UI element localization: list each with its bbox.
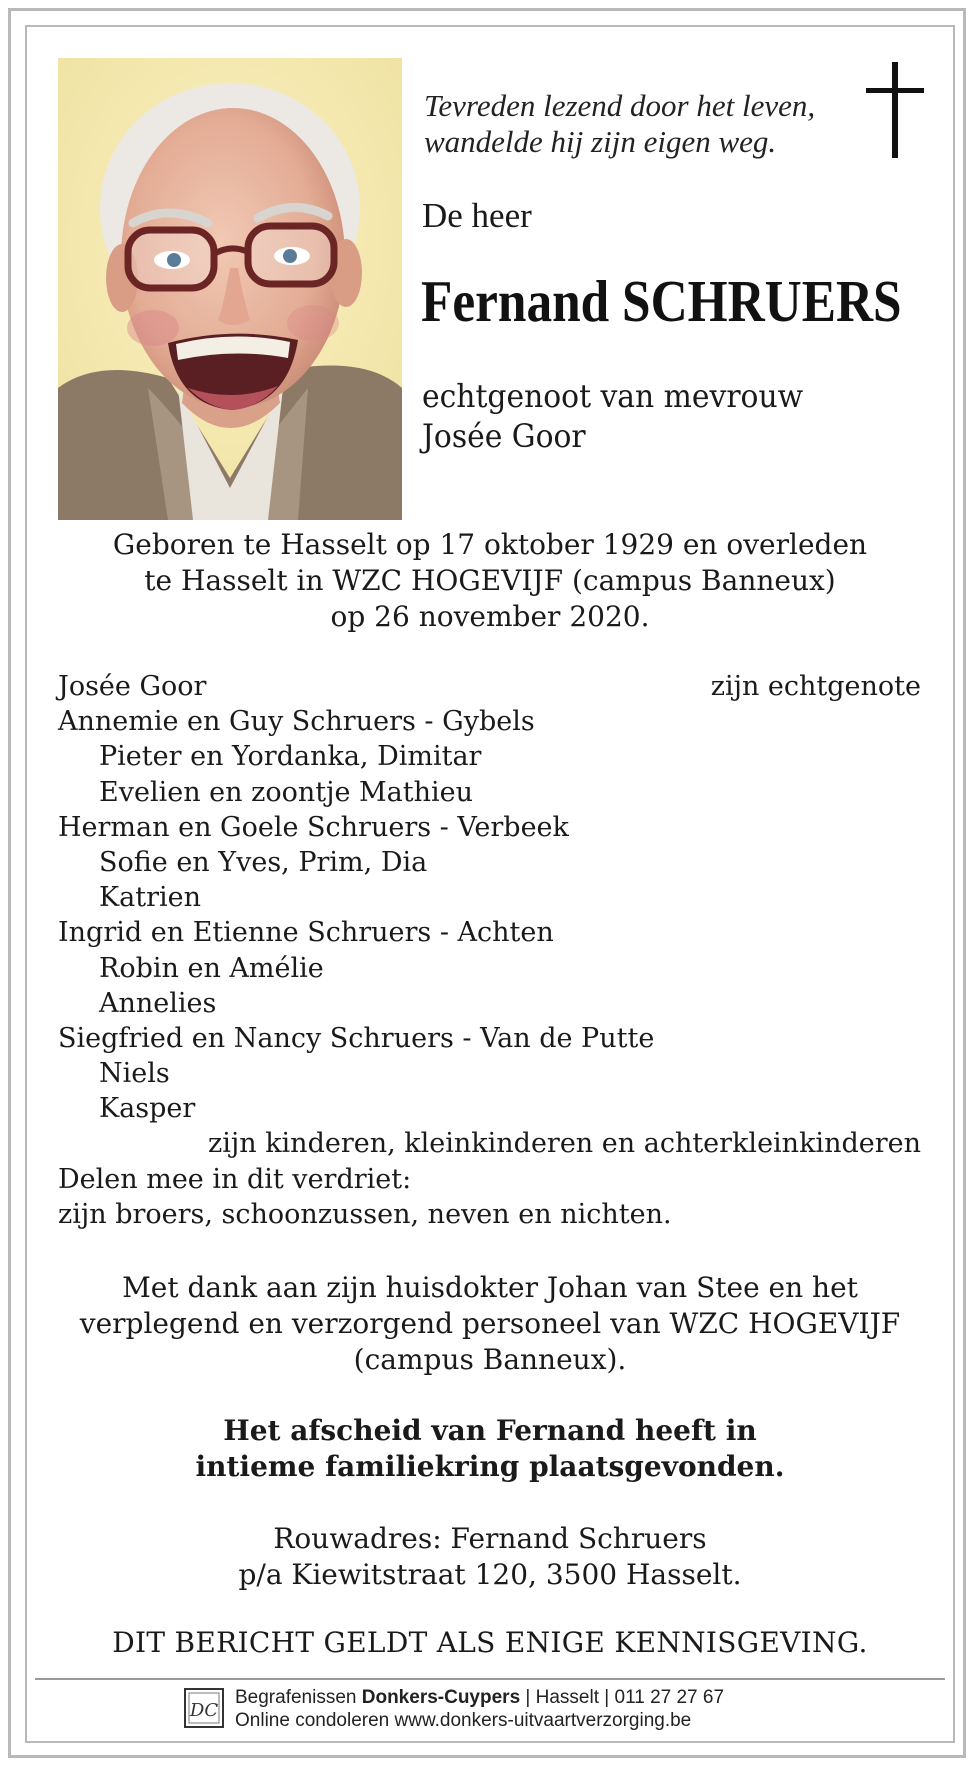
farewell-message xyxy=(60,1413,920,1485)
funeral-home-logo-icon xyxy=(184,1688,224,1732)
family-line: Pieter en Yordanka, Dimitar xyxy=(99,741,482,773)
share-intro: Delen mee in dit verdriet: xyxy=(58,1163,412,1195)
family-spouse-row xyxy=(58,669,923,704)
footer-condolence-label: Online condoleren xyxy=(235,1710,390,1731)
children-summary: zijn kinderen, kleinkinderen en achterkleinkinderen xyxy=(207,1128,921,1160)
logo-letters: DC xyxy=(189,1700,219,1721)
portrait-photo xyxy=(58,58,402,520)
birth-line: Geboren te Hasselt op 17 oktober 1929 en overleden xyxy=(112,528,868,561)
family-line: Robin en Amélie xyxy=(99,952,324,984)
family-line: Herman en Goele Schruers - Verbeek xyxy=(58,811,569,843)
family-line: Annemie en Guy Schruers - Gybels xyxy=(58,706,535,738)
thanks-message xyxy=(60,1270,920,1378)
family-line: Siegfried en Nancy Schruers - Van de Putte xyxy=(58,1022,655,1054)
farewell-line: intieme familiekring plaatsgevonden. xyxy=(195,1450,785,1483)
footer-prefix: Begrafenissen xyxy=(235,1687,357,1708)
footer-city: | Hasselt | xyxy=(525,1687,610,1708)
address-line: Rouwadres: Fernand Schruers xyxy=(273,1522,707,1555)
family-list xyxy=(58,669,923,1232)
deceased-name: Fernand SCHRUERS xyxy=(421,268,902,334)
family-spouse-name: Josée Goor xyxy=(58,671,207,702)
family-line: Niels xyxy=(99,1058,170,1090)
thanks-line: verplegend en verzorgend personeel van WZC HOGEVIJF xyxy=(79,1307,901,1340)
spouse-name: Josée Goor xyxy=(422,417,586,455)
footer-company: Donkers-Cuypers xyxy=(361,1687,521,1708)
family-line: Kasper xyxy=(99,1093,196,1125)
footer-website-link[interactable]: www.donkers-uitvaartverzorging.be xyxy=(394,1710,692,1731)
family-spouse-role: zijn echtgenote xyxy=(710,671,921,702)
footer-line-website xyxy=(235,1709,935,1732)
thanks-line: (campus Banneux). xyxy=(353,1343,627,1376)
footer-line-company xyxy=(235,1686,935,1709)
family-line: Sofie en Yves, Prim, Dia xyxy=(99,846,428,878)
spouse-line: echtgenoot van mevrouw xyxy=(422,377,804,415)
family-line: Evelien en zoontje Mathieu xyxy=(99,776,474,808)
cross-icon xyxy=(866,62,924,164)
family-line: Annelies xyxy=(99,987,217,1019)
mourning-address xyxy=(60,1521,920,1593)
birth-death-details xyxy=(60,527,920,635)
spouse-info xyxy=(422,376,887,456)
memorial-quote xyxy=(424,88,844,160)
footer-phone: 011 27 27 67 xyxy=(614,1687,725,1708)
quote-line: wandelde hij zijn eigen weg. xyxy=(424,124,777,159)
share-list: zijn broers, schoonzussen, neven en nichten. xyxy=(58,1198,672,1230)
address-line: p/a Kiewitstraat 120, 3500 Hasselt. xyxy=(238,1558,742,1591)
birth-line: op 26 november 2020. xyxy=(330,600,650,633)
quote-line: Tevreden lezend door het leven, xyxy=(424,88,816,123)
footer-info xyxy=(235,1686,935,1732)
honorific: De heer xyxy=(422,196,532,235)
official-notice: DIT BERICHT GELDT ALS ENIGE KENNISGEVING. xyxy=(112,1626,868,1659)
birth-line: te Hasselt in WZC HOGEVIJF (campus Banneux) xyxy=(144,564,836,597)
farewell-line: Het afscheid van Fernand heeft in xyxy=(223,1414,757,1447)
family-line: Ingrid en Etienne Schruers - Achten xyxy=(58,917,554,949)
family-line: Katrien xyxy=(99,882,202,914)
thanks-line: Met dank aan zijn huisdokter Johan van Stee en het xyxy=(122,1271,858,1304)
footer-divider xyxy=(35,1678,945,1680)
